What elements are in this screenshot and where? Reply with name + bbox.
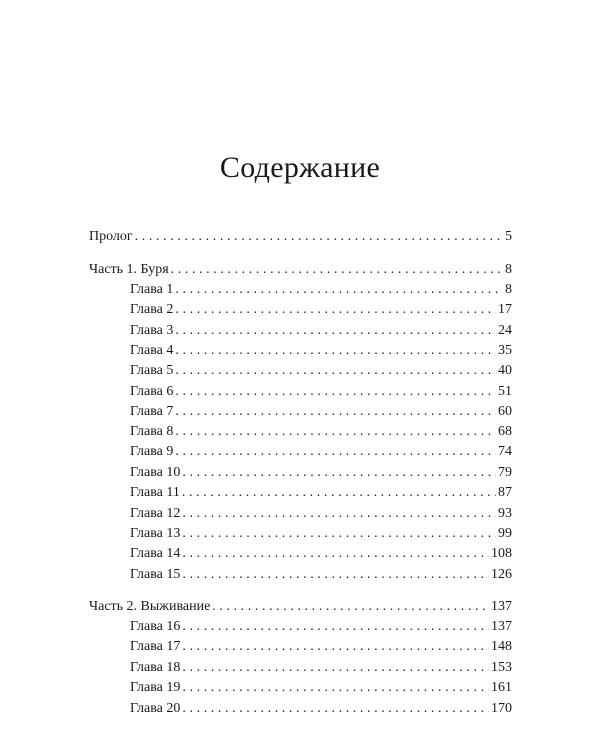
- toc-page-number: 99: [498, 526, 512, 541]
- toc-dot-leader: [175, 442, 496, 462]
- toc-dot-leader: [175, 321, 496, 341]
- toc-entry-label: Глава 9: [130, 444, 174, 459]
- toc-entry-label: Часть 1. Буря: [89, 262, 169, 277]
- toc-chapter-entry[interactable]: [130, 658, 512, 678]
- toc-dot-leader: [182, 524, 496, 544]
- toc-dot-leader: [175, 382, 496, 402]
- toc-page-number: 126: [491, 567, 512, 582]
- toc-entry-label: Глава 13: [130, 526, 181, 541]
- toc-entry-label: Пролог: [89, 229, 133, 244]
- toc-dot-leader: [182, 617, 489, 637]
- toc-page-number: 161: [491, 680, 512, 695]
- toc-dot-leader: [182, 658, 489, 678]
- toc-dot-leader: [135, 227, 503, 247]
- toc-page-number: 74: [498, 444, 512, 459]
- toc-entry-label: Глава 18: [130, 660, 181, 675]
- toc-chapter-entry[interactable]: [130, 300, 512, 320]
- toc-chapter-entry[interactable]: [130, 699, 512, 719]
- toc-page-number: 170: [491, 701, 512, 716]
- toc-dot-leader: [175, 300, 496, 320]
- toc-entry-label: Глава 1: [130, 282, 174, 297]
- toc-part-entry[interactable]: [89, 597, 512, 617]
- toc-dot-leader: [175, 341, 496, 361]
- toc-chapter-entry[interactable]: [130, 544, 512, 564]
- toc-entry-label: Часть 2. Выживание: [89, 599, 211, 614]
- toc-entry-label: Глава 17: [130, 639, 181, 654]
- toc-chapter-entry[interactable]: [130, 382, 512, 402]
- toc-page-number: 137: [491, 599, 512, 614]
- toc-entry-label: Глава 8: [130, 424, 174, 439]
- toc-part-entry[interactable]: [89, 227, 512, 247]
- toc-dot-leader: [175, 422, 496, 442]
- toc-chapter-entry[interactable]: [130, 504, 512, 524]
- toc-entry-label: Глава 4: [130, 343, 174, 358]
- toc-entry-label: Глава 16: [130, 619, 181, 634]
- toc-entry-label: Глава 5: [130, 363, 174, 378]
- toc-entry-label: Глава 2: [130, 302, 174, 317]
- toc-page-number: 17: [498, 302, 512, 317]
- page-title: Содержание: [219, 151, 381, 184]
- toc-entry-label: Глава 7: [130, 404, 174, 419]
- toc-page-number: 137: [491, 619, 512, 634]
- toc-page-number: 40: [498, 363, 512, 378]
- toc-dot-leader: [175, 402, 496, 422]
- toc-dot-leader: [212, 597, 489, 617]
- toc-entry-label: Глава 6: [130, 384, 174, 399]
- toc-dot-leader: [175, 280, 503, 300]
- toc-chapter-entry[interactable]: [130, 321, 512, 341]
- toc-page-number: 5: [505, 229, 512, 244]
- toc-dot-leader: [182, 699, 489, 719]
- toc-page-number: 8: [505, 282, 512, 297]
- toc-page-number: 108: [491, 546, 512, 561]
- toc-chapter-entry[interactable]: [130, 463, 512, 483]
- toc-entry-label: Глава 14: [130, 546, 181, 561]
- toc-page-number: 79: [498, 465, 512, 480]
- toc-page-number: 93: [498, 506, 512, 521]
- toc-chapter-entry[interactable]: [130, 422, 512, 442]
- toc-page-number: 35: [498, 343, 512, 358]
- toc-chapter-entry[interactable]: [130, 280, 512, 300]
- toc-entry-label: Глава 19: [130, 680, 181, 695]
- toc-page-number: 68: [498, 424, 512, 439]
- toc-entry-label: Глава 10: [130, 465, 181, 480]
- toc-page-number: 87: [498, 485, 512, 500]
- toc-page-number: 148: [491, 639, 512, 654]
- toc-dot-leader: [182, 565, 489, 585]
- toc-chapter-entry[interactable]: [130, 442, 512, 462]
- toc-dot-leader: [182, 637, 489, 657]
- toc-dot-leader: [182, 463, 496, 483]
- toc-page-number: 51: [498, 384, 512, 399]
- toc-chapter-entry[interactable]: [130, 402, 512, 422]
- toc-chapter-entry[interactable]: [130, 361, 512, 381]
- toc-chapter-entry[interactable]: [130, 678, 512, 698]
- toc-page-number: 8: [505, 262, 512, 277]
- toc-page-number: 24: [498, 323, 512, 338]
- toc-chapter-entry[interactable]: [130, 565, 512, 585]
- toc-entry-label: Глава 11: [130, 485, 180, 500]
- toc-chapter-entry[interactable]: [130, 524, 512, 544]
- toc-dot-leader: [182, 483, 496, 503]
- toc-dot-leader: [182, 504, 496, 524]
- toc-dot-leader: [182, 544, 489, 564]
- toc-part-entry[interactable]: [89, 260, 512, 280]
- toc-entry-label: Глава 20: [130, 701, 181, 716]
- toc-dot-leader: [171, 260, 503, 280]
- toc-entry-label: Глава 15: [130, 567, 181, 582]
- toc-page-number: 60: [498, 404, 512, 419]
- toc-dot-leader: [175, 361, 496, 381]
- toc-chapter-entry[interactable]: [130, 341, 512, 361]
- toc-chapter-entry[interactable]: [130, 483, 512, 503]
- toc-chapter-entry[interactable]: [130, 617, 512, 637]
- toc-entry-label: Глава 12: [130, 506, 181, 521]
- toc-entry-label: Глава 3: [130, 323, 174, 338]
- toc-dot-leader: [182, 678, 489, 698]
- toc-chapter-entry[interactable]: [130, 637, 512, 657]
- toc-page-number: 153: [491, 660, 512, 675]
